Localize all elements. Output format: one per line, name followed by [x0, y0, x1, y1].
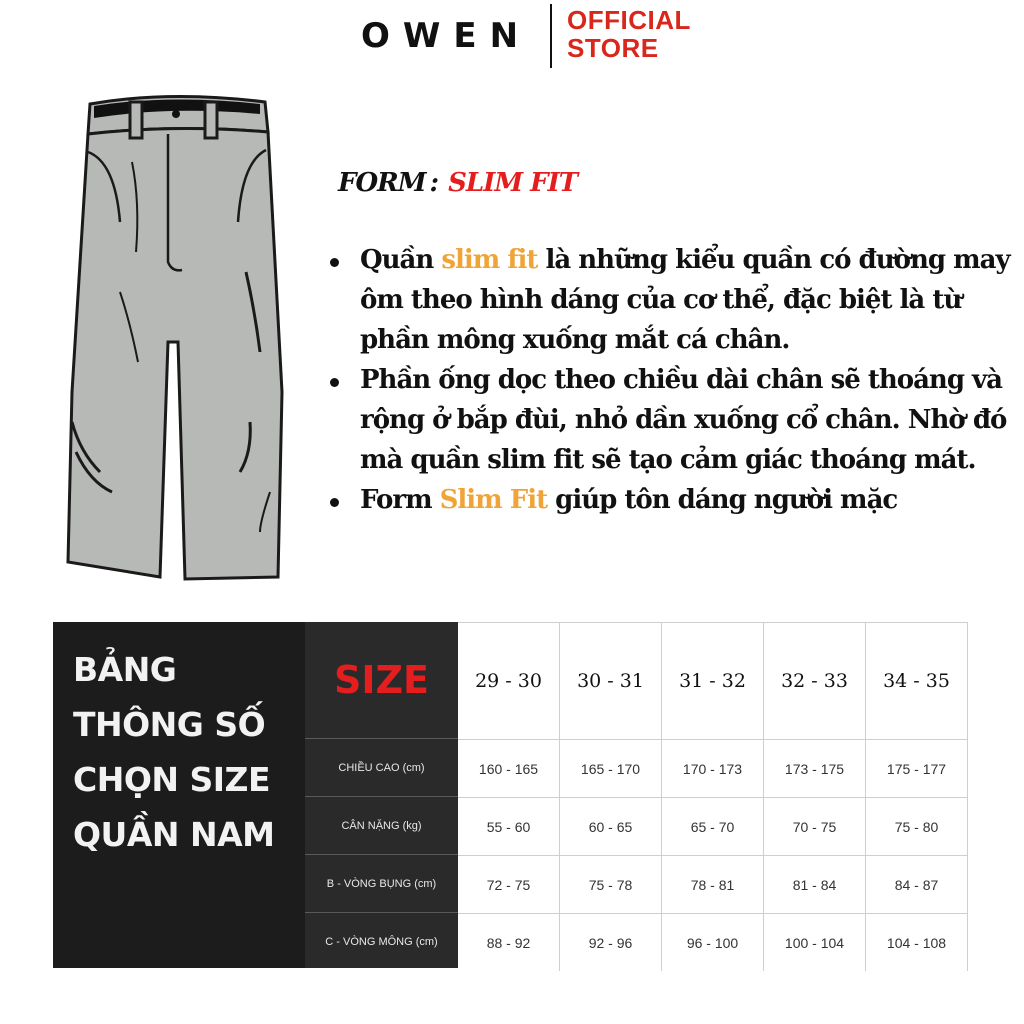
- size-column-header: 34 - 35: [866, 623, 968, 739]
- description-item: [330, 240, 1020, 360]
- highlight-text: Slim Fit: [439, 485, 548, 515]
- table-cell: 160 - 165: [458, 739, 560, 797]
- table-cell: 65 - 70: [662, 797, 764, 855]
- table-cell: 170 - 173: [662, 739, 764, 797]
- pants-illustration: [60, 92, 290, 587]
- description-item: [330, 480, 1020, 520]
- row-label-height: CHIỀU CAO (cm): [305, 738, 458, 796]
- table-title-line: BẢNG: [73, 650, 177, 689]
- description-item: [330, 360, 1020, 480]
- text-part: Quần: [360, 245, 442, 275]
- table-cell: 70 - 75: [764, 797, 866, 855]
- form-value: SLIM FIT: [448, 168, 578, 198]
- table-cell: 75 - 80: [866, 797, 968, 855]
- text-part: giúp tôn dáng người mặc: [547, 485, 898, 515]
- table-cell: 88 - 92: [458, 913, 560, 971]
- size-column-header: 30 - 31: [560, 623, 662, 739]
- table-cell: 84 - 87: [866, 855, 968, 913]
- table-title: [73, 642, 275, 862]
- table-cell: 92 - 96: [560, 913, 662, 971]
- table-cell: 173 - 175: [764, 739, 866, 797]
- table-cell: 55 - 60: [458, 797, 560, 855]
- description-list: [330, 240, 1020, 520]
- row-label-hip: C - VÒNG MÔNG (cm): [305, 912, 458, 970]
- table-title-line: THÔNG SỐ: [73, 705, 266, 744]
- table-cell: 165 - 170: [560, 739, 662, 797]
- form-line: [338, 168, 577, 198]
- table-cell: 72 - 75: [458, 855, 560, 913]
- table-cell: 81 - 84: [764, 855, 866, 913]
- brand-logo: [355, 0, 715, 70]
- table-cell: 60 - 65: [560, 797, 662, 855]
- official-store-label: [567, 6, 691, 62]
- official-line-1: OFFICIAL: [567, 5, 691, 35]
- table-title-line: QUẦN NAM: [73, 815, 275, 854]
- table-cell: 104 - 108: [866, 913, 968, 971]
- text-part: Form: [360, 485, 440, 515]
- size-column-header: 31 - 32: [662, 623, 764, 739]
- size-column-header: 32 - 33: [764, 623, 866, 739]
- highlight-text: slim fit: [441, 245, 538, 275]
- form-label: FORM: [338, 168, 426, 198]
- table-cell: 78 - 81: [662, 855, 764, 913]
- official-line-2: STORE: [567, 33, 659, 63]
- size-column-header: 29 - 30: [458, 623, 560, 739]
- row-label-column: [305, 622, 458, 968]
- brand-name: OWEN: [361, 16, 532, 56]
- row-label-weight: CÂN NẶNG (kg): [305, 796, 458, 854]
- size-table: [53, 622, 968, 968]
- size-grid: [458, 622, 968, 969]
- logo-divider: [550, 4, 552, 68]
- table-cell: 175 - 177: [866, 739, 968, 797]
- size-header: SIZE: [305, 622, 458, 738]
- table-cell: 96 - 100: [662, 913, 764, 971]
- table-title-line: CHỌN SIZE: [73, 760, 271, 799]
- table-title-panel: [53, 622, 303, 968]
- text-part: Phần ống dọc theo chiều dài chân sẽ thoáng và rộng ở bắp đùi, nhỏ dần xuống cổ chân. Nhờ đó mà quần slim fit sẽ tạo cảm giác thoáng mát.: [360, 365, 1007, 475]
- table-cell: 75 - 78: [560, 855, 662, 913]
- row-label-waist: B - VÒNG BỤNG (cm): [305, 854, 458, 912]
- text-part: là những kiểu quần có đường may ôm theo hình dáng của cơ thể, đặc biệt là từ phần mông xuống mắt cá chân.: [360, 245, 1010, 355]
- form-colon: :: [429, 168, 439, 198]
- table-cell: 100 - 104: [764, 913, 866, 971]
